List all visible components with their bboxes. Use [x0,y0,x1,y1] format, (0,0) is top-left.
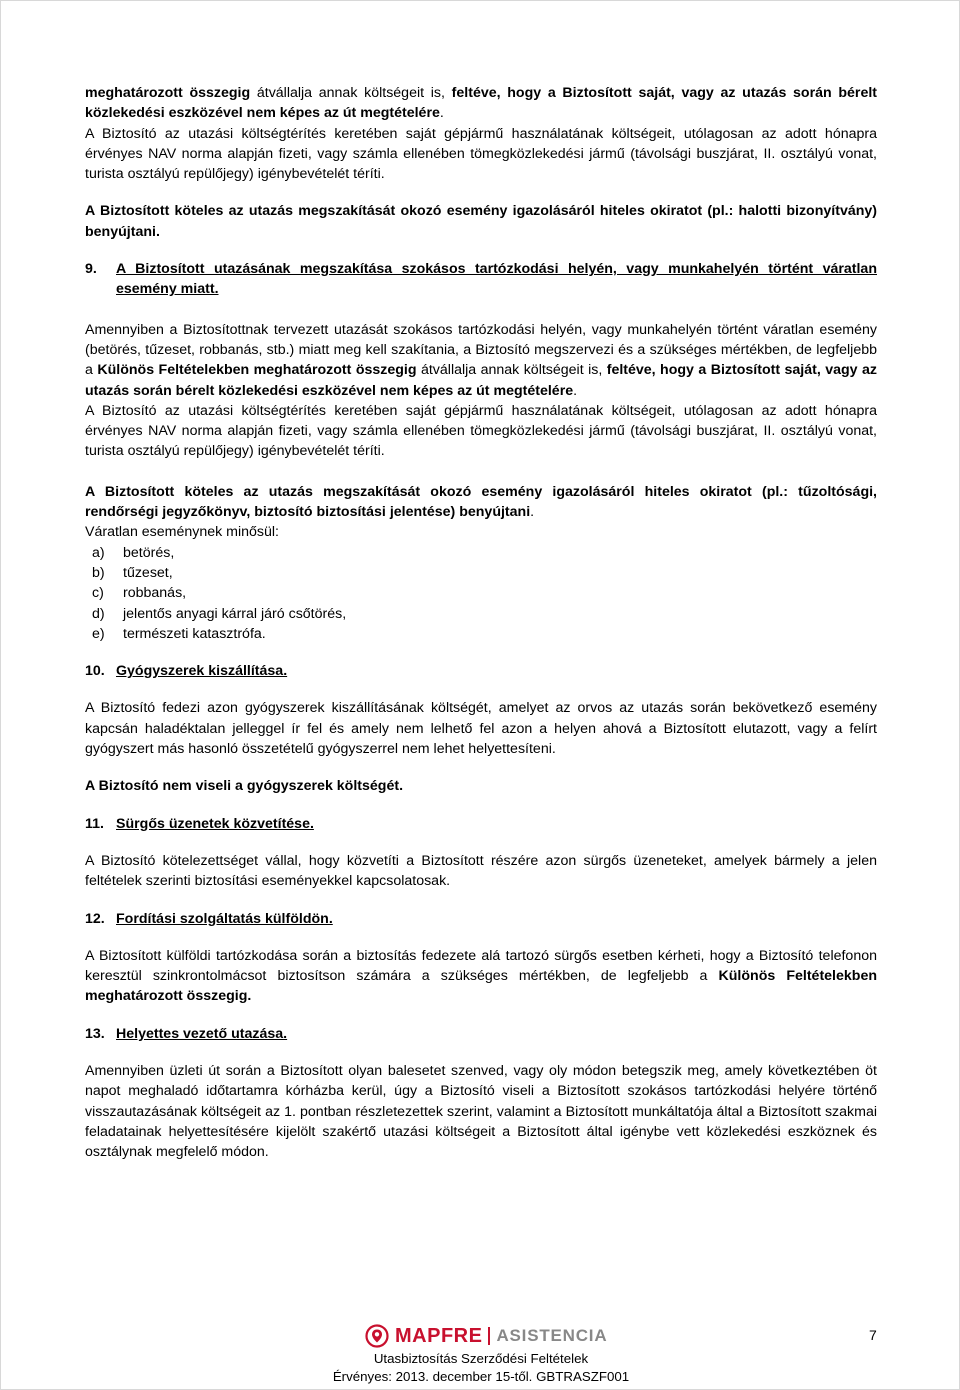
section-title: A Biztosított utazásának megszakítása szokásos tartózkodási helyén, vagy munkahelyén történt váratlan esemény miatt. [116,261,877,298]
list-item [92,583,877,603]
list-item [92,543,877,563]
text: . [573,382,578,399]
brand-separator [488,1327,490,1345]
section-heading-13 [85,1024,877,1044]
bold-text: meghatározott összegig [85,85,251,101]
text: . [439,105,444,122]
bold-text: A Biztosított köteles az utazás megszakítását okozó esemény igazolásáról hiteles okiratot (pl.: halotti bizonyítvány) benyújtani. [85,203,877,240]
page-number: 7 [869,1327,877,1343]
bold-text: Különös Feltételekben meghatározott összegig [97,362,417,379]
list-marker: e) [92,625,105,642]
section-title: Fordítási szolgáltatás külföldön. [116,910,333,927]
section-heading-9 [85,259,877,300]
list-intro: Váratlan eseménynek minősül: [85,524,279,541]
section-number: 13. [85,1025,105,1042]
document-body [85,83,877,1162]
section-title: Gyógyszerek kiszállítása. [116,663,288,680]
list-item-text: tűzeset, [123,564,173,581]
section-10-paragraph-2 [85,776,877,796]
section-number: 10. [85,663,105,680]
continuation-paragraph-2: A Biztosító az utazási költségtérítés keretében saját gépjármű használatának költségeit, utólagosan az adott hónapra érvényes NAV norma alapján fizeti, vagy számla ellenében tömegközlekedési jármű (távolsági buszjárat, II. osztályú vonat, turista osztályú repülőjegy) igénybevételét téríti. [85,125,877,183]
section-number: 12. [85,910,105,927]
section-heading-10 [85,661,877,681]
bold-text: Különös Feltételekben meghatározott összegig. [85,968,877,1005]
list-item-text: jelentős anyagi kárral járó csőtörés, [123,605,347,622]
list-item [92,563,877,583]
list-marker: c) [92,585,104,602]
section-9-paragraph-2: A Biztosító az utazási költségtérítés keretében saját gépjármű használatának költségeit, utólagosan az adott hónapra érvényes NAV norma alapján fizeti, vagy számla ellenében tömegközlekedési jármű (távolsági buszjárat, II. osztályú vonat, turista osztályú repülőjegy) igénybevételét téríti. [85,402,877,460]
section-10-paragraph-1: A Biztosító fedezi azon gyógyszerek kiszállításának költségét, amelyet az orvos az utazás során bekövetkező esemény kapcsán haladéktalan jelleggel ír fel és amely nem lelhető fel azon a helyen ahová a Biztosított elutazott, vagy a felírt gyógyszert más hasonló összetételű gyógyszerrel nem lehet helyettesíteni. [85,700,877,758]
section-heading-12 [85,909,877,929]
section-title: Helyettes vezető utazása. [116,1025,288,1042]
footer-title: Utasbiztosítás Szerződési Feltételek [373,1351,589,1366]
bold-text: feltéve, hogy a Biztosított saját, vagy az utazás során bérelt közlekedési eszközével nem képes az út megtételére [85,85,878,122]
list-marker: d) [92,605,105,622]
list-item-text: természeti katasztrófa. [123,625,266,642]
text: Amennyiben a Biztosítottnak tervezett utazását szokásos tartózkodási helyén, vagy munkahelyén történt váratlan esemény (betörés, tűzeset, robbanás, stb.) miatt meg kell szakítania, a Biztosító megszervezi és a szükséges mértékben, de legfeljebb a [85,321,877,379]
bold-text: A Biztosító nem viseli a gyógyszerek költségét. [85,778,404,795]
text: átvállalja annak költségeit is, [250,85,452,101]
event-list [85,543,877,644]
section-9-paragraph-1 [85,320,877,401]
bold-text: A Biztosított köteles az utazás megszakítását okozó esemény igazolásáról hiteles okiratot (pl.: tűzoltósági, rendőrségi jegyzőkönyv, biztosító biztosítási jelentése) benyújtani [85,483,877,521]
bold-text: feltéve, hogy a Biztosított saját, vagy az utazás során bérelt közlekedési eszközével nem képes az út megtételére [85,362,877,399]
list-marker: b) [92,564,105,581]
brand-secondary: ASISTENCIA [496,1326,608,1345]
footer-validity: Érvényes: 2013. december 15-től. GBTRASZF001 [332,1369,630,1384]
continuation-paragraph-1 [85,83,877,124]
section-11-paragraph-1: A Biztosító kötelezettséget vállal, hogy közvetíti a Biztosított részére azon sürgős üzeneteket, amelyek bármely a jelen feltételek szerinti biztosítási eseményekkel kapcsolatosak. [85,852,877,890]
mapfre-logo-icon [365,1324,389,1348]
section-number: 9. [85,261,97,278]
list-item [92,604,877,624]
section-12-paragraph-1 [85,946,877,1007]
section-9-paragraph-3 [85,482,877,523]
text: átvállalja annak költségeit is, [416,362,607,379]
mapfre-logo [365,1324,607,1348]
section-heading-11 [85,814,877,834]
page-footer [1,1319,960,1389]
section-title: Sürgős üzenetek közvetítése. [116,815,314,832]
text: A Biztosított külföldi tartózkodása során a biztosítás fedezete alá tartozó sürgős esetben kérheti, hogy a Biztosító telefonon keresztül szinkrontolmácsot biztosítson számára a szükséges mértékben, de legfeljebb a [85,947,877,985]
brand-primary: MAPFRE [395,1324,483,1347]
continuation-paragraph-3 [85,201,877,242]
list-item [92,624,877,644]
list-item-text: robbanás, [123,585,187,602]
section-number: 11. [85,815,104,832]
text: . [530,504,535,521]
list-item-text: betörés, [123,544,175,561]
list-marker: a) [92,544,105,561]
section-13-paragraph-1: Amennyiben üzleti út során a Biztosított olyan balesetet szenved, vagy oly módon betegszik meg, amely következtében öt napot meghaladó időtartamra kórházba kerül, úgy a Biztosító viseli a Biztosított szokásos tartózkodási helyére történő visszautazásának költségeit az 1. pontban részletezettek szerint, valamint a Biztosított munkáltatója által a Biztosított szakmai feladatainak helyettesítésére kijelölt szakértő utazási költségeit a Biztosított által igénybe vett közlekedési eszköznek és osztálynak megfelelő módon. [85,1062,877,1161]
